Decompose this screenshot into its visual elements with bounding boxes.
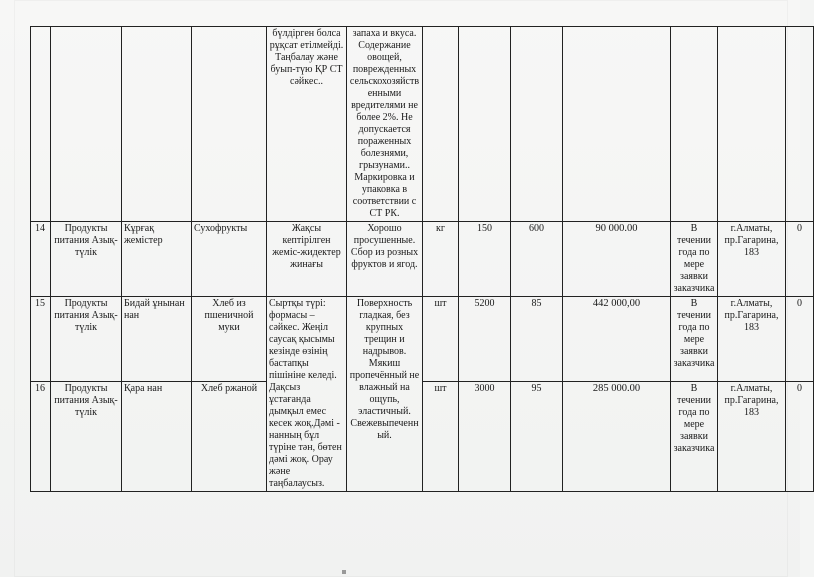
cell-name-kz: Кұрғақ жемістер bbox=[122, 222, 192, 297]
cell-qty bbox=[459, 27, 511, 222]
cell-price: 85 bbox=[511, 297, 563, 382]
cell-sum: 90 000.00 bbox=[563, 222, 671, 297]
cell-desc-ru: запаха и вкуса. Содержание овощей, поврежденных сельскохозяйственными вредителями не более 2%. Не допускается пораженных болезнями, грызунами.. Маркировка и упаковка в соответствии с СТ РК. bbox=[347, 27, 423, 222]
cell-name-kz: Бидай ұнынан нан bbox=[122, 297, 192, 382]
cell-qty: 5200 bbox=[459, 297, 511, 382]
cell-no: 15 bbox=[31, 297, 51, 382]
cell-unit: кг bbox=[423, 222, 459, 297]
cell-price: 95 bbox=[511, 381, 563, 491]
cell-desc-kz: Сыртқы түрі: формасы –сәйкес. Жеңіл саусақ қысымы кезінде өзінің бастапқы пішініне келеді. Дақсыз ұстағанда дымқыл емес кесек жоқ.Дәмі - нанның бұл түріне тән, бөтен дәмі жоқ. Орау және таңбалаусыз. bbox=[267, 297, 347, 492]
scan-speck bbox=[342, 570, 346, 574]
cell-desc-kz: бүлдірген болса рұқсат етілмейді. Таңбалау және буып-түю ҚР СТ сәйкес.. bbox=[267, 27, 347, 222]
cell-name-ru: Сухофрукты bbox=[192, 222, 267, 297]
cell-name-ru: Хлеб ржаной bbox=[192, 381, 267, 491]
cell-desc-kz: Жақсы кептірілген жеміс-жидектер жинағы bbox=[267, 222, 347, 297]
cell-term bbox=[671, 27, 718, 222]
cell-sum: 285 000.00 bbox=[563, 381, 671, 491]
table-row bbox=[31, 27, 814, 222]
cell-unit: шт bbox=[423, 381, 459, 491]
cell-no bbox=[31, 27, 51, 222]
cell-no: 14 bbox=[31, 222, 51, 297]
cell-category bbox=[51, 27, 122, 222]
cell-name-ru bbox=[192, 27, 267, 222]
cell-unit: шт bbox=[423, 297, 459, 382]
cell-place: г.Алматы, пр.Гагарина, 183 bbox=[718, 381, 786, 491]
cell-name-ru: Хлеб из пшеничной муки bbox=[192, 297, 267, 382]
cell-sum bbox=[563, 27, 671, 222]
cell-desc-ru: Поверхность гладкая, без крупных трещин и надрывов. Мякиш пропечённый не влажный на ощупь, эластичный. Свежевыпеченный. bbox=[347, 297, 423, 492]
cell-no: 16 bbox=[31, 381, 51, 491]
cell-term: В течении года по мере заявки заказчика bbox=[671, 222, 718, 297]
cell-advance: 0 bbox=[786, 381, 814, 491]
cell-place: г.Алматы, пр.Гагарина, 183 bbox=[718, 297, 786, 382]
cell-category: Продукты питания Азық-түлік bbox=[51, 222, 122, 297]
cell-term: В течении года по мере заявки заказчика bbox=[671, 297, 718, 382]
cell-unit bbox=[423, 27, 459, 222]
table-row bbox=[31, 297, 814, 382]
cell-advance: 0 bbox=[786, 222, 814, 297]
cell-desc-ru: Хорошо просушенные. Сбор из розных фруктов и ягод. bbox=[347, 222, 423, 297]
procurement-table bbox=[30, 26, 814, 492]
cell-place bbox=[718, 27, 786, 222]
cell-place: г.Алматы, пр.Гагарина, 183 bbox=[718, 222, 786, 297]
cell-advance bbox=[786, 27, 814, 222]
cell-name-kz bbox=[122, 27, 192, 222]
cell-qty: 150 bbox=[459, 222, 511, 297]
cell-price: 600 bbox=[511, 222, 563, 297]
cell-advance: 0 bbox=[786, 297, 814, 382]
table-row bbox=[31, 381, 814, 491]
cell-term: В течении года по мере заявки заказчика bbox=[671, 381, 718, 491]
cell-price bbox=[511, 27, 563, 222]
cell-sum: 442 000,00 bbox=[563, 297, 671, 382]
table-row bbox=[31, 222, 814, 297]
cell-category: Продукты питания Азық-түлік bbox=[51, 297, 122, 382]
cell-qty: 3000 bbox=[459, 381, 511, 491]
cell-category: Продукты питания Азық-түлік bbox=[51, 381, 122, 491]
cell-name-kz: Қара нан bbox=[122, 381, 192, 491]
